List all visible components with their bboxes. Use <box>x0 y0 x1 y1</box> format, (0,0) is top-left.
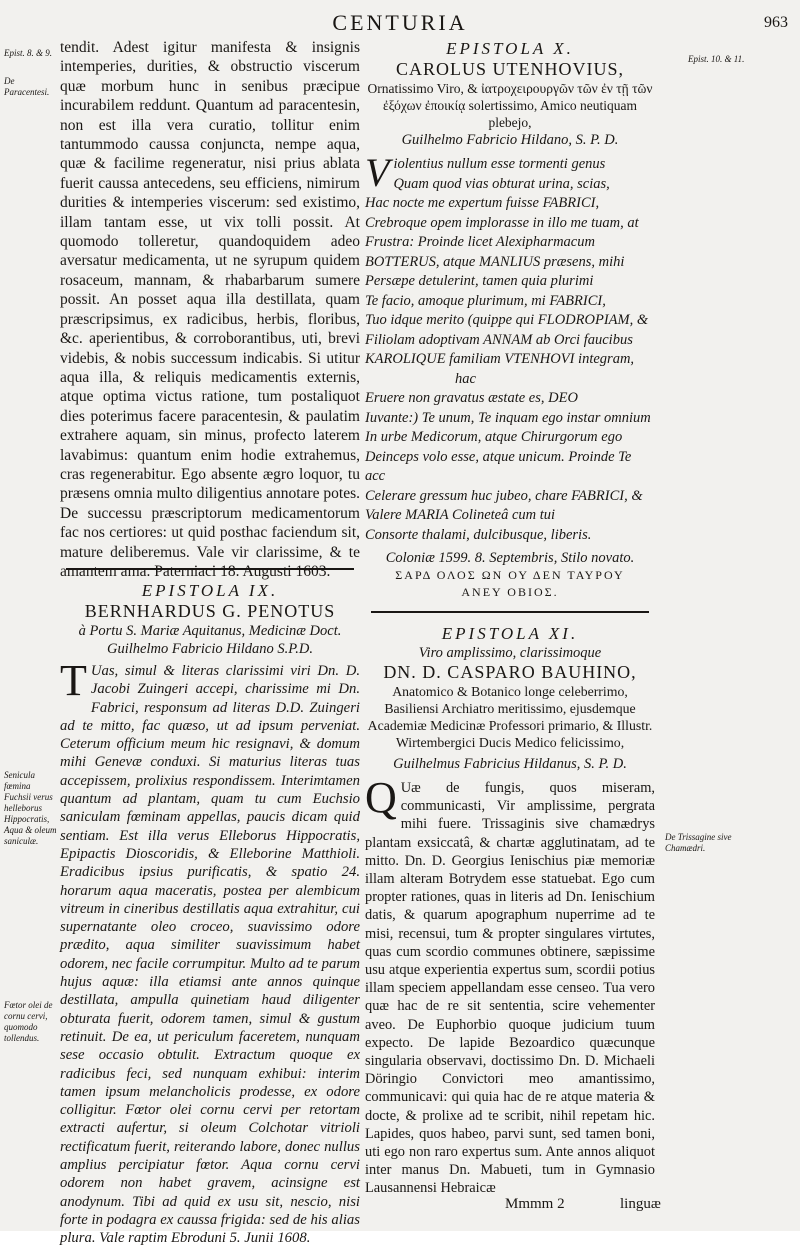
poem-line: Hac nocte me expertum fuisse FABRICI, <box>365 195 600 211</box>
margin-note: Epist. 8. & 9. <box>4 48 53 58</box>
poem-line: iolentius nullum esse tormenti genus <box>393 156 606 172</box>
drop-initial: V <box>365 150 390 195</box>
poem-line: Quam quod vias obturat urina, scias, <box>393 175 610 192</box>
running-head: CENTURIA <box>332 10 468 35</box>
epistle-9-title: EPISTOLA IX. <box>141 581 279 600</box>
poem-line: KAROLIQUE familiam VTENHOVI integram, <box>365 351 635 367</box>
poem-line: Tuo idque merito (quippe qui FLODROPIAM, & <box>365 312 649 328</box>
page-number: 963 <box>764 14 788 31</box>
poem-line: BOTTERUS, atque MANLIUS præsens, mihi <box>365 253 625 270</box>
right-column <box>365 38 655 1197</box>
poem-line: Celerare gressum huc jubeo, chare FABRICI, & <box>365 487 643 504</box>
epistle-11-body: Uæ de fungis, quos miseram, communicasti, Vir amplissime, pergrata mihi fuere. Trissaginis sive chamædrys plantam exsiccatâ, & chartæ agglutinatam, ad te mitto. Dn. D. Georgius Ienischius piæ memoriæ illam alteram Botrydem esse statuebat. Ego cum propter rationes, quas in literis ad Dn. Ienischium datis, & quarum apographum nuperrime ad te misi, recensui, tum & propter singulares virtutes, quas cum scordio communes obtinere, sæpissime usu atque experientia expertus sum, scordii potius illam speciem appellandam esse censeo. Tua vero quæ hac de re sit sententia, scire vehementer aveo. De Euphorbio quoque judicium tuum expecto. De lapide Bezoardico quæcunque singularia observavi, doctissimo Dn. D. Michaeli Döringio Convictori meo amantissimo, communicavi: qui quia hac de re atque materia & docte, & prolixe ad te scribit, nihil repetam hic. Lapides, quos habeo, parvi sunt, sed tamen boni, uti ego non raro expertus sum. Ante annos aliquot inter manus Dn. Mabueti, tum in Gymnasio Lausannensi Hebraicæ <box>365 780 655 1197</box>
poem-line: Iuvante:) Te unum, Te inquam ego instar omnium <box>365 409 651 426</box>
greek-motto-line: ΑΝΕΥ ΟΒΙΟΣ. <box>461 585 559 599</box>
drop-initial: Q <box>365 773 397 822</box>
margin-note: De Paracentesi. <box>4 76 50 97</box>
margin-note: Epist. 10. & 11. <box>688 54 745 64</box>
left-column <box>60 38 360 1247</box>
epistle-11-sender: Guilhelmus Fabricius Hildanus, S. P. D. <box>393 756 627 772</box>
poem-line: Te facio, amoque plurimum, mi FABRICI, <box>365 292 606 309</box>
poem-line: Persæpe detulerint, tamen quia plurimi <box>365 273 594 289</box>
margin-note: Fœtor olei de cornu cervi, quomodo tollendus. <box>4 1000 53 1043</box>
poem-line: In urbe Medicorum, atque Chirurgorum ego <box>365 429 623 445</box>
epistle-9-addressee: Guilhelmo Fabricio Hildano S.P.D. <box>107 641 313 657</box>
epistle-10-author: CAROLUS UTENHOVIUS, <box>395 59 624 79</box>
drop-initial: T <box>60 656 87 705</box>
epistle-10-date: Coloniæ 1599. 8. Septembris, Stilo novato. <box>385 550 635 566</box>
margin-note: Senicula fœmina Fuchsii verus helleborus Hippocratis, Aqua & oleum saniculæ. <box>4 770 57 846</box>
poem-line: Consorte thalami, dulcibusque, liberis. <box>365 526 592 543</box>
epistle-11-recipient: DN. D. CASPARO BAUHINO, <box>383 662 637 682</box>
catchword: linguæ <box>620 1196 661 1212</box>
epistle-9-author: BERNHARDUS G. PENOTUS <box>84 601 336 621</box>
poem-line: Eruere non gravatus æstate es, DEO <box>365 390 578 406</box>
epistle-9-body: Uas, simul & literas clarissimi viri Dn. D. Jacobi Zuingeri accepi, charissime mi Dn. Fabrici, responsum ad literas D.D. Zuingeri ad te mitto, fac quæso, ut ad ipsum perveniat. Ceterum officium meum hic resignavi, & domum mihi Genevæ conduxi. Si maturius literas tuas accepissem, prolixius respondissem. Interimtamen quantum ad plantam, quam tu cum Euchsio saniculam fœminam appellas, paucis dicam quid sentiam. Est illa verus Elleborus Hippocratis, Epipactis Dioscoridis, & Elleborine Matthioli. Eradicibus ipsius purificatis, & spatio 24. horarum aqua maceratis, postea per alembicum vitreum in cineribus destillatis aqua extrahitur, cui supernatante oleo croceo, suavissimo odore prædito, aqua similiter suavissimum habet odorem, nec facile corrumpitur. Multo ad te parum hujus aquæ: illa etiamsi ante annos quinque destillata, ampulla quinetiam haud diligenter obturata fuerit, odorem tamen, simul & gustum retinuit. De ea, ut periculum faceretem, nunquam sese occasio obtulit. Extractum quoque ex radicibus feci, sed nunquam exhibui: interim tamen ipsum melancholicis prodesse, ex odore colligitur. Fœtor olei cornu cervi per retortam extracti aufertur, si oleum Colchotar vitrioli rectificatum fuerit, reiterando labore, donec nullus amplius percipiatur fœtor. Aqua cornu cervi odorem non habet gravem, acinsigne est anodynum. Tibi ad quid ex usu sit, nescio, nisi forte in podagra ex caussa frigida: sed de his alias plura. Vale raptim Ebroduni 5. Junii 1608. <box>60 663 360 1247</box>
margin-note: De Trissagine sive Chamædri. <box>665 832 732 853</box>
epistle-10-salutation: Ornatissimo Viro, & ἰατροχειρουργῶν τῶν ἐν τῇ τῶν ἐξόχων ἐποικίᾳ solertissimo, Amico neutiquam plebejo, <box>367 81 653 130</box>
epistle-11-salutation: Viro amplissimo, clarissimoque <box>418 645 602 661</box>
signature-mark: Mmmm 2 <box>505 1196 565 1212</box>
poem-line: Filiolam adoptivam ANNAM ab Orci faucibus <box>365 331 633 348</box>
rule-divider <box>371 611 649 613</box>
poem-line: Crebroque opem implorasse in illo me tuam, at <box>365 214 639 231</box>
epistle-8-body: tendit. Adest igitur manifesta & insignis intemperies, durities, & obstructio viscerum quæ morbum hunc in senibus præcipue incurabilem reddunt. Quantum ad paracentesin, non est illa vera curatio, tollitur enim tantummodo caussa conjuncta, nempe aqua, quæ & facilime regeneratur, nisi prius ablata fuerit caussa antecedens, seu efficiens, nimirum durities & intemperies viscerum: sed existimo, illam tantam esse, ut vix tolli possit. At quomodo tolleretur, quandoquidem adeo aversatur medicamenta, ut ne syrupum quidem rosaceum, mannam, & rhabarbarum sumere possit. An posset aqua illa destillata, quam præscripsimus, ex radicibus, herbis, floribus, &c. aperientibus, & corroborantibus, uti, brevi videbis, & nobis successum indicabis. Si utitur aqua illa, & reliquis medicamentis externis, atque optima victus ratione, tum postaliquot dies poterimus facere paracentesin, & paulatim extrahere aquam, sin minus, profecto laterem lavabimus: quantum enim hodie extrahemus, cras regenerabitur. Ego absente ægro loquor, tu præsens omnia multo diligentius annotare potes. De successu præscriptorum medicamentorum fac nos certiores: ut quid posthac faciendum sit, mature deliberemus. Vale vir clarissime, & te amantem ama. Paterniaci 18. Augusti 1603. <box>60 39 360 580</box>
greek-motto-line: ΣΑΡΔ ΟΛΟΣ ΩΝ ΟΥ ΔΕΝ ΤΑΥΡΟΥ <box>395 568 625 582</box>
epistle-9-author-line2: à Portu S. Mariæ Aquitanus, Medicinæ Doct. <box>78 623 342 639</box>
epistle-10-title: EPISTOLA X. <box>446 39 574 58</box>
epistle-10-addressee: Guilhelmo Fabricio Hildano, S. P. D. <box>401 132 619 148</box>
poem-line: Deinceps volo esse, atque unicum. Proinde Te acc <box>365 448 632 484</box>
epistle-10-poem <box>365 150 655 545</box>
epistle-11-title: EPISTOLA XI. <box>441 624 579 643</box>
poem-line: hac <box>455 370 476 387</box>
poem-line: Valere MARIA Colineteâ cum tui <box>365 507 556 523</box>
poem-line: Frustra: Proinde licet Alexipharmacum <box>365 234 595 250</box>
epistle-11-recipient-desc: Anatomico & Botanico longe celeberrimo, Basiliensi Archiatro meritissimo, ejusdemque Academiæ Medicinæ Professori primario, & Illustr. Wirtembergici Ducis Medico felicissimo, <box>367 684 653 750</box>
